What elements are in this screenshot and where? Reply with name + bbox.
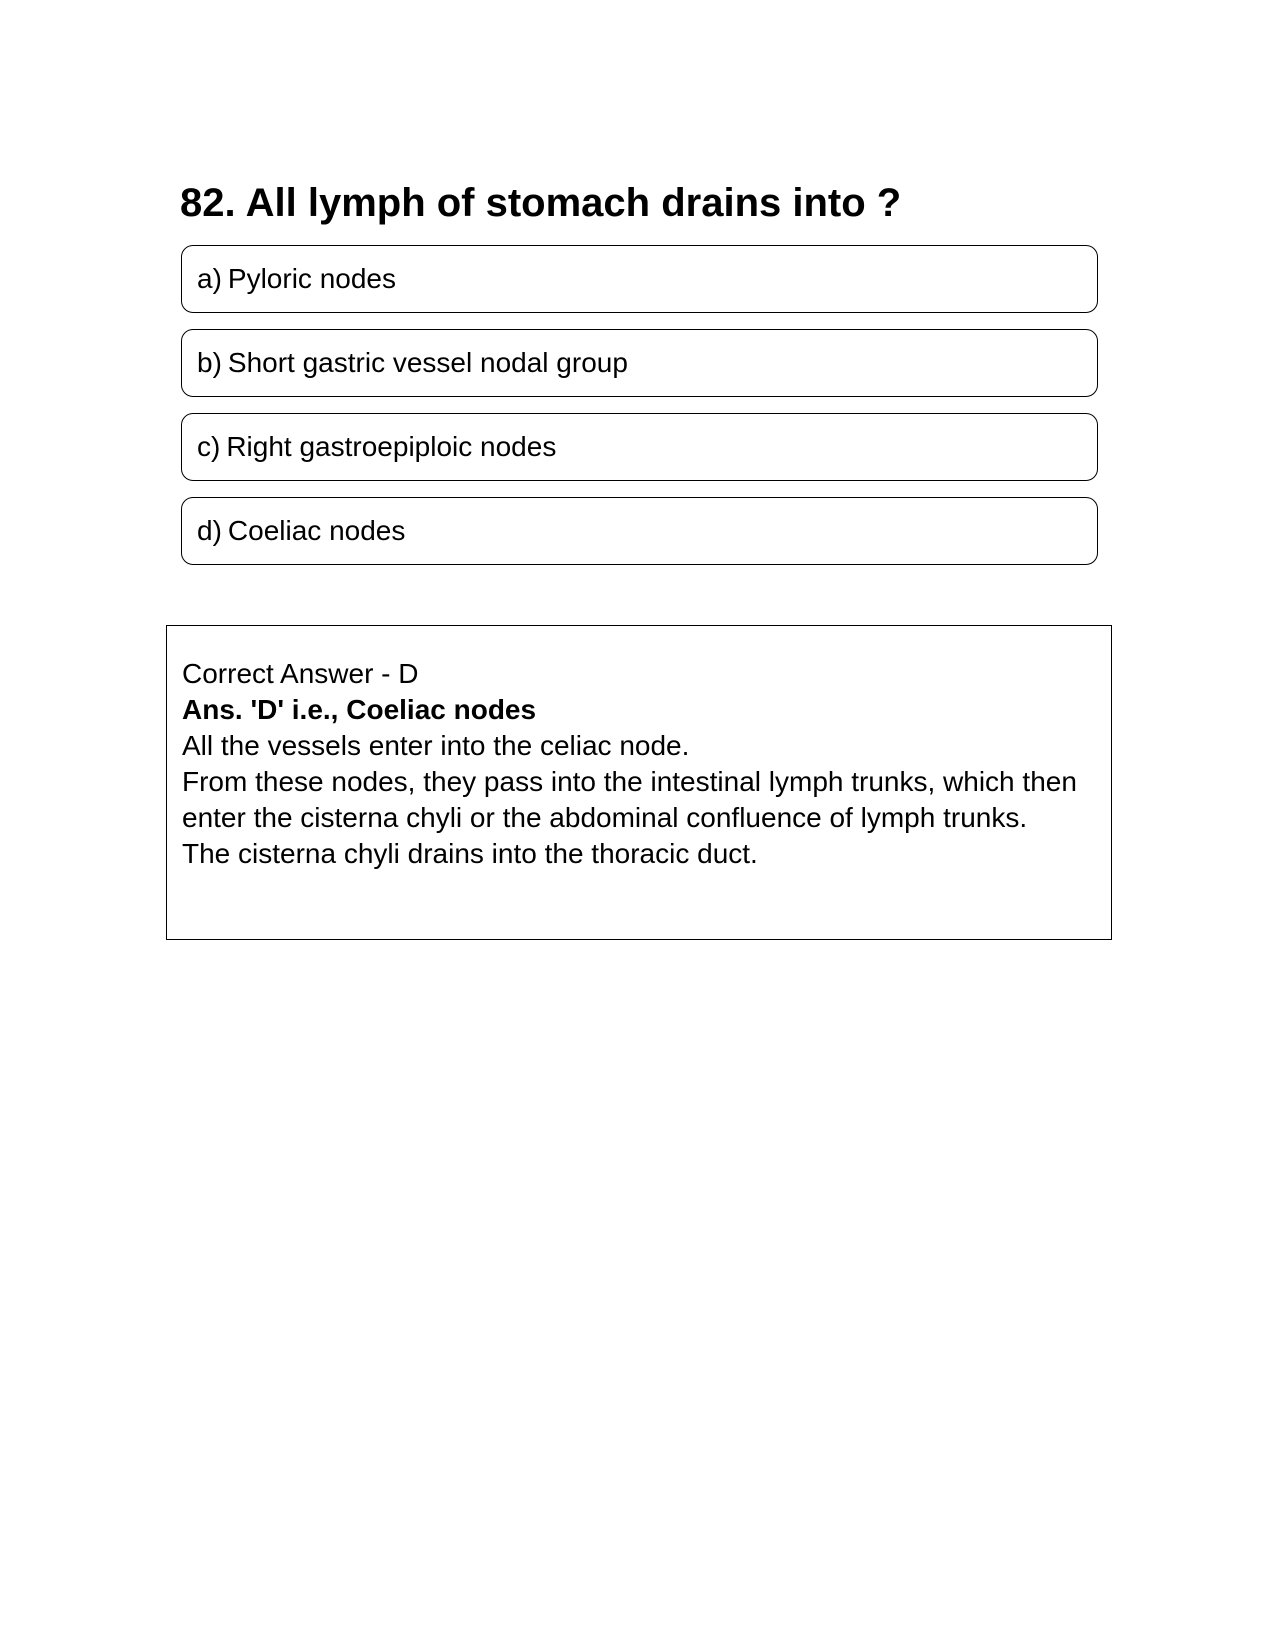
- option-text: Right gastroepiploic nodes: [226, 431, 557, 462]
- option-text: Short gastric vessel nodal group: [227, 347, 628, 378]
- correct-answer-line: Correct Answer - D: [182, 658, 419, 689]
- options-list: [181, 245, 1098, 581]
- question-number: 82.: [180, 181, 236, 225]
- option-text: Pyloric nodes: [227, 263, 396, 294]
- answer-explanation-box: [166, 625, 1112, 940]
- question-text: All lymph of stomach drains into ?: [245, 181, 902, 225]
- option-letter: c): [197, 431, 221, 462]
- option-text: Coeliac nodes: [227, 515, 406, 546]
- option-c[interactable]: [181, 413, 1098, 481]
- option-letter: d): [197, 515, 222, 546]
- explanation-line: The cisterna chyli drains into the thoracic duct.: [182, 838, 758, 869]
- explanation-line: From these nodes, they pass into the intestinal lymph trunks, which then enter the cisterna chyli or the abdominal confluence of lymph trunks.: [182, 766, 1077, 833]
- option-b[interactable]: [181, 329, 1098, 397]
- option-letter: a): [197, 263, 222, 294]
- answer-heading: Ans. 'D' i.e., Coeliac nodes: [182, 694, 537, 725]
- option-letter: b): [197, 347, 222, 378]
- option-a[interactable]: [181, 245, 1098, 313]
- question-title: [180, 178, 901, 228]
- option-d[interactable]: [181, 497, 1098, 565]
- explanation-line: All the vessels enter into the celiac node.: [182, 730, 690, 761]
